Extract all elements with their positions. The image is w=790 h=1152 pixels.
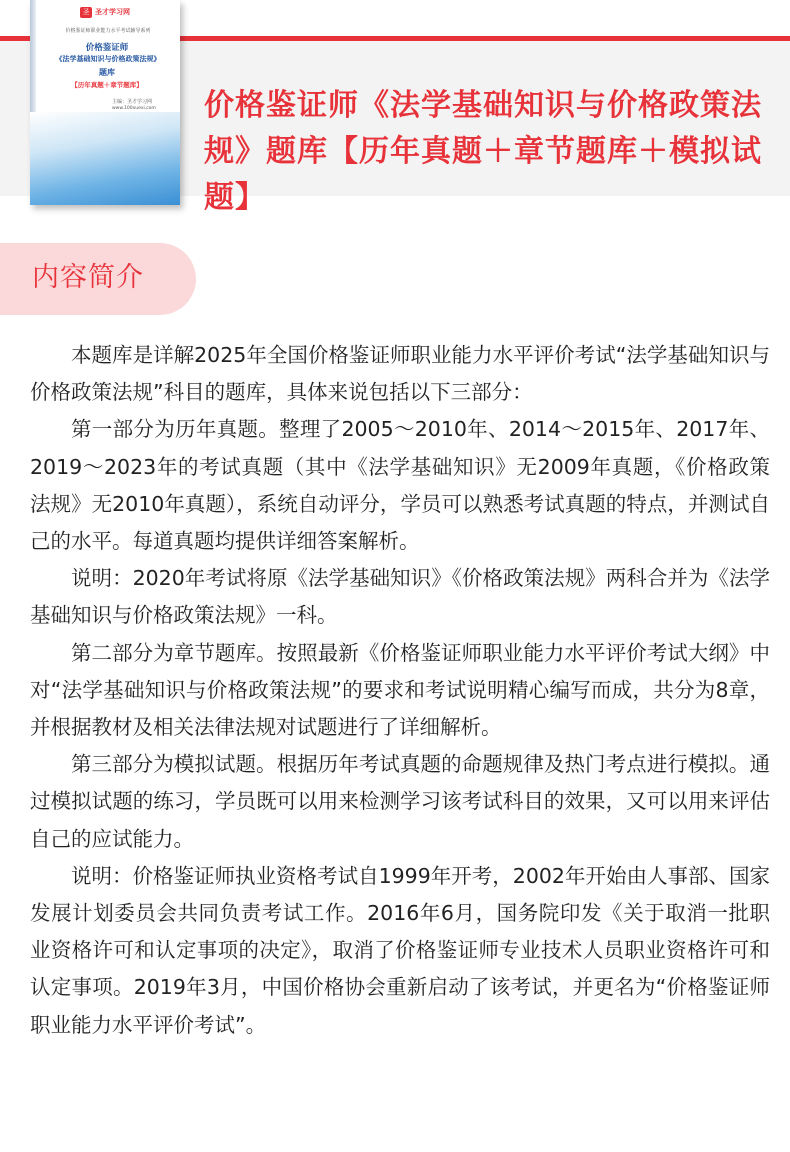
paragraph-note1: 说明：2020年考试将原《法学基础知识》《价格政策法规》两科合并为《法学基础知识与价格政策法规》一科。 <box>30 566 770 628</box>
paragraph-part2: 第二部分为章节题库。按照最新《价格鉴证师职业能力水平评价考试大纲》中对“法学基础知识与价格政策法规”的要求和考试说明精心编写而成，共分为8章，并根据教材及相关法律法规对试题进行了详细解析。 <box>30 640 770 740</box>
cover-url: www.100xuexi.com <box>112 106 156 111</box>
cover-title-line4: 【历年真题＋章节题库】 <box>71 81 143 89</box>
cover-title-line1: 价格鉴证师 <box>85 43 129 53</box>
description-body <box>30 337 770 1044</box>
cover-title-line3: 题库 <box>99 68 115 77</box>
logo-text: 圣才学习网 <box>95 8 130 16</box>
paragraph-note2: 说明：价格鉴证师执业资格考试自1999年开考，2002年开始由人事部、国家发展计划委员会共同负责考试工作。2016年6月，国务院印发《关于取消一批职业资格许可和认定事项的决定》，取消了价格鉴证师专业技术人员职业资格许可和认定事项。2019年3月，中国价格协会重新启动了该考试，并更名为“价格鉴证师职业能力水平评价考试”。 <box>30 863 770 1037</box>
book-cover-image <box>30 0 180 205</box>
cover-title-line2: 《法学基础知识与价格政策法规》 <box>55 55 161 63</box>
publisher-logo <box>80 6 130 18</box>
section-heading: 内容简介 <box>32 262 144 293</box>
cover-blue-band <box>30 112 180 205</box>
logo-icon: 圣 <box>80 7 92 18</box>
paragraph-intro: 本题库是详解2025年全国价格鉴证师职业能力水平评价考试“法学基础知识与价格政策法规”科目的题库，具体来说包括以下三部分： <box>30 343 770 405</box>
paragraph-part1: 第一部分为历年真题。整理了2005～2010年、2014～2015年、2017年、2019～2023年的考试真题（其中《法学基础知识》无2009年真题，《价格政策法规》无2010年真题），系统自动评分，学员可以熟悉考试真题的特点，并测试自己的水平。每道真题均提供详细答案解析。 <box>30 417 770 554</box>
cover-series: 价格鉴证师职业能力水平考试辅导系列 <box>65 28 151 34</box>
book-title: 价格鉴证师《法学基础知识与价格政策法规》题库【历年真题＋章节题库＋模拟试题】 <box>204 88 762 215</box>
paragraph-part3: 第三部分为模拟试题。根据历年考试真题的命题规律及热门考点进行模拟。通过模拟试题的练习，学员既可以用来检测学习该考试科目的效果，又可以用来评估自己的应试能力。 <box>30 752 770 851</box>
cover-author: 主编：圣才学习网 <box>112 99 153 105</box>
